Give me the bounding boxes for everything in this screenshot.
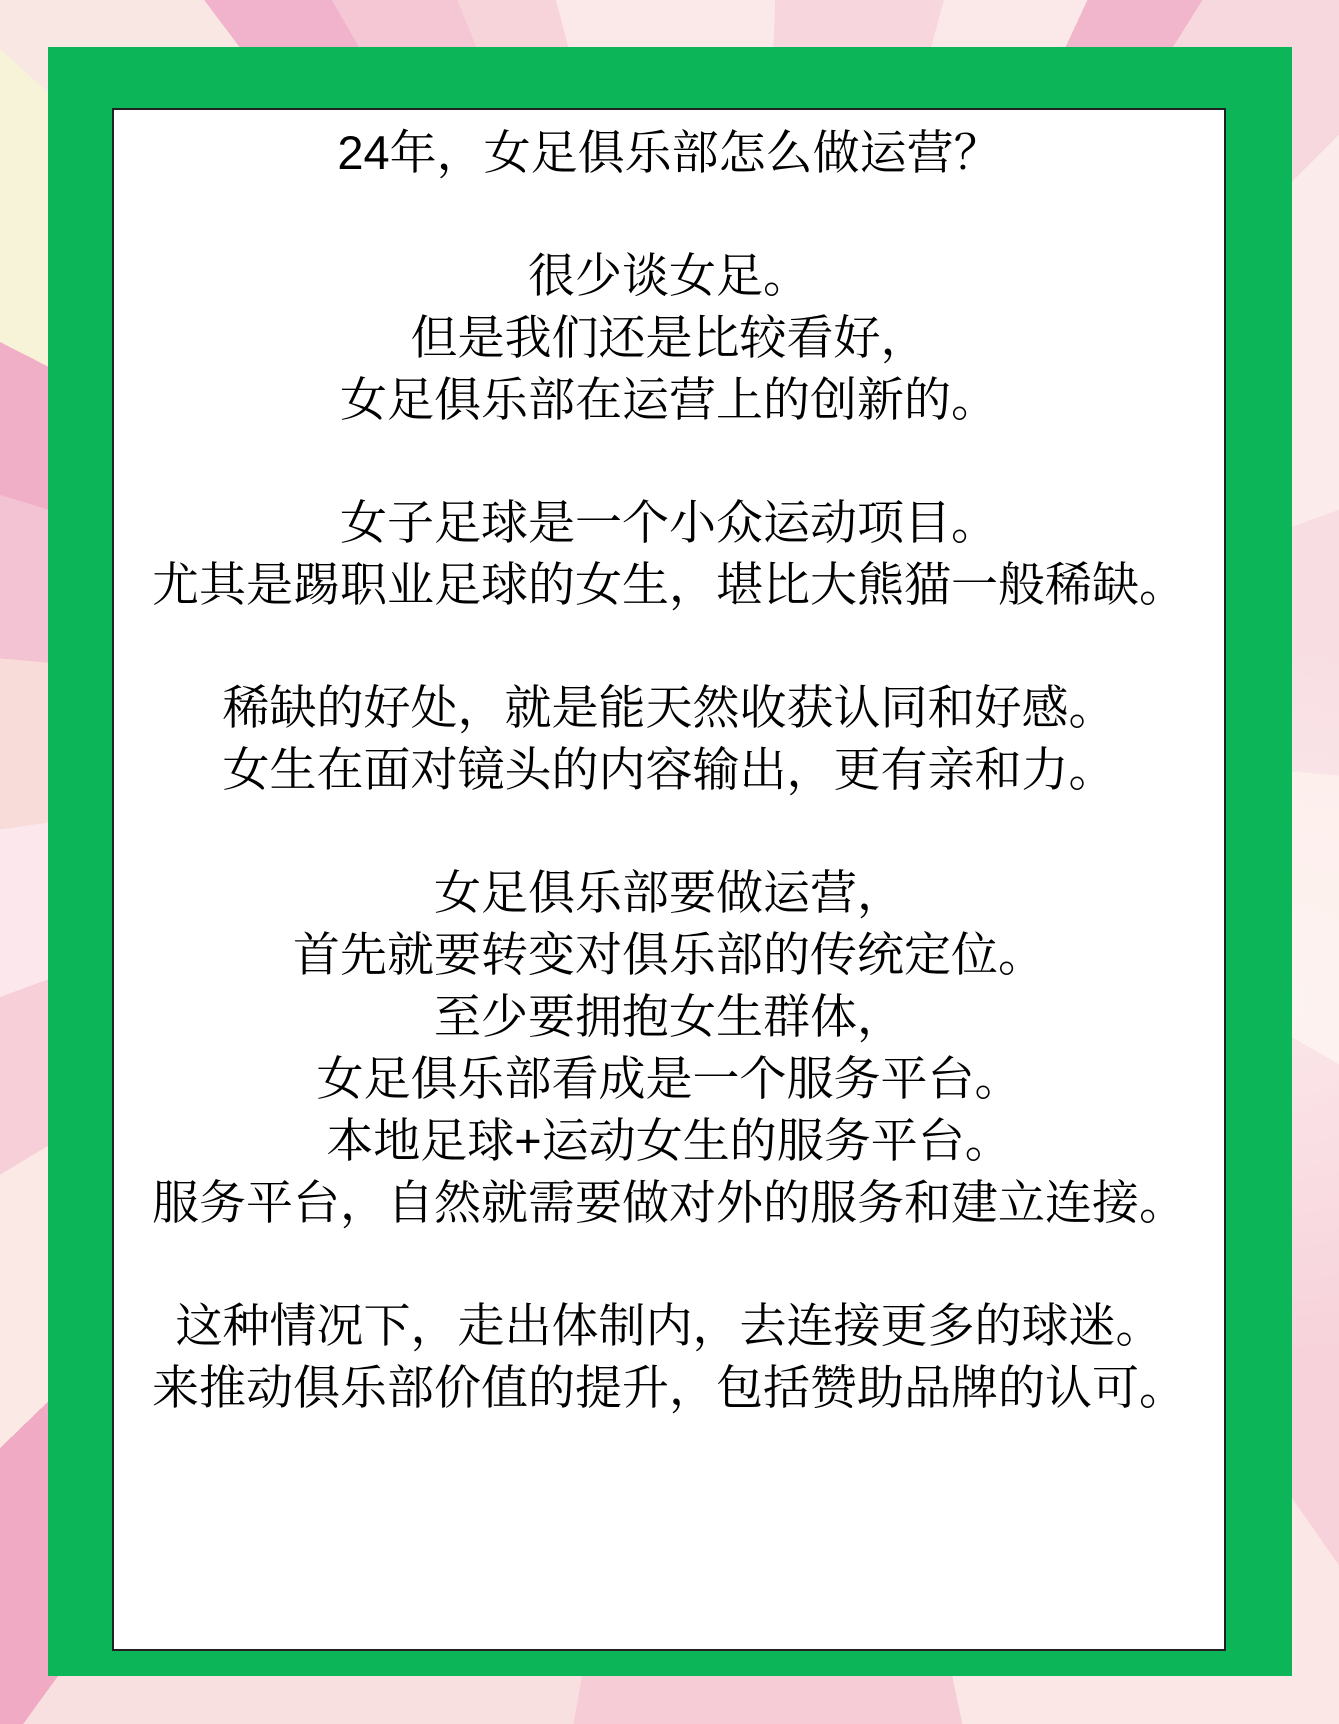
paragraph-scarcity-benefit bbox=[134, 677, 1204, 801]
paragraph-service-platform bbox=[134, 862, 1204, 1234]
text-line: 服务平台，自然就需要做对外的服务和建立连接。 bbox=[152, 1176, 1186, 1229]
text-line: 首先就要转变对俱乐部的传统定位。 bbox=[293, 928, 1045, 981]
post-title: 24年，女足俱乐部怎么做运营？ bbox=[337, 126, 1001, 179]
text-line: 女足俱乐部看成是一个服务平台。 bbox=[316, 1052, 1022, 1105]
text-line: 女足俱乐部在运营上的创新的。 bbox=[340, 373, 998, 426]
text-line: 这种情况下，走出体制内，去连接更多的球迷。 bbox=[175, 1299, 1163, 1352]
text-line: 女生在面对镜头的内容输出，更有亲和力。 bbox=[222, 743, 1116, 796]
text-line: 女子足球是一个小众运动项目。 bbox=[340, 496, 998, 549]
text-line: 但是我们还是比较看好， bbox=[410, 311, 928, 364]
text-line: 很少谈女足。 bbox=[528, 249, 810, 302]
text-line: 本地足球+运动女生的服务平台。 bbox=[326, 1114, 1012, 1167]
paragraph-niche-sport bbox=[134, 492, 1204, 616]
paragraph-conclusion bbox=[134, 1295, 1204, 1419]
text-line: 来推动俱乐部价值的提升，包括赞助品牌的认可。 bbox=[152, 1361, 1186, 1414]
green-frame bbox=[48, 47, 1292, 1676]
text-line: 尤其是踢职业足球的女生，堪比大熊猫一般稀缺。 bbox=[152, 558, 1186, 611]
paragraph-intro bbox=[134, 245, 1204, 431]
text-line: 稀缺的好处，就是能天然收获认同和好感。 bbox=[222, 681, 1116, 734]
text-line: 至少要拥抱女生群体， bbox=[434, 990, 904, 1043]
content-card bbox=[112, 108, 1226, 1651]
text-line: 女足俱乐部要做运营， bbox=[434, 866, 904, 919]
